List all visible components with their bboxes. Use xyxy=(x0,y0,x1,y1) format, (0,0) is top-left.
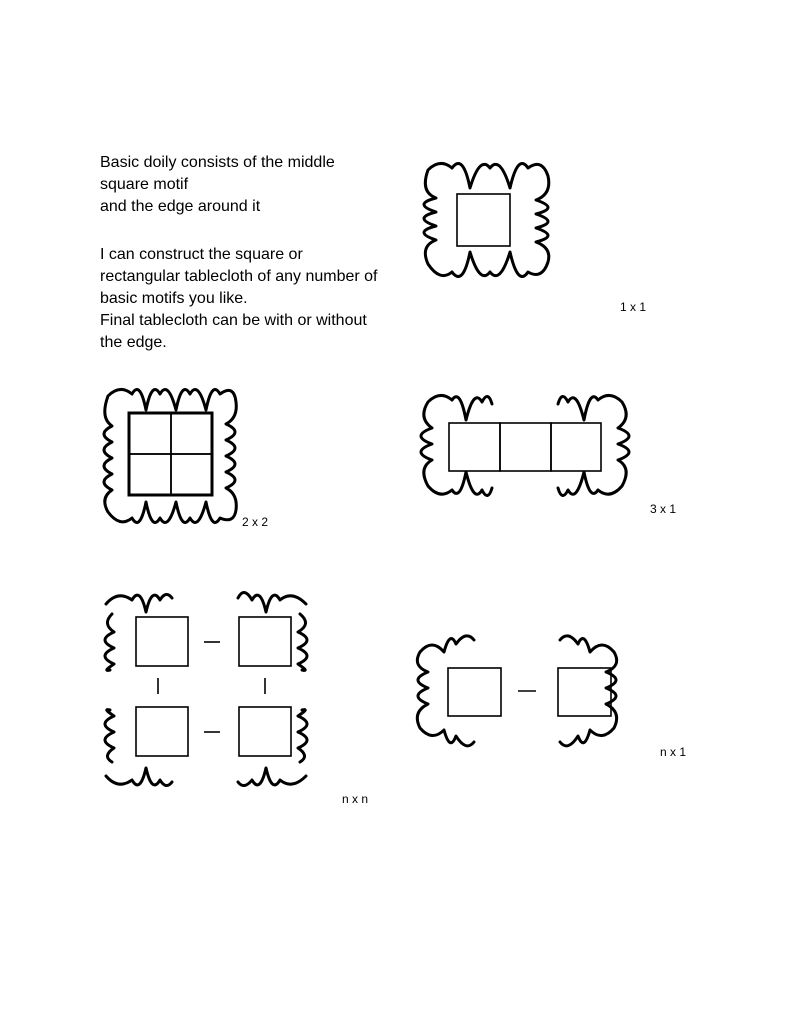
square-motif xyxy=(239,617,291,666)
doily-1x1 xyxy=(424,163,549,276)
doily-edge xyxy=(424,163,549,276)
square-motif xyxy=(129,413,171,454)
square-motif xyxy=(171,413,212,454)
caption-nxn: n x n xyxy=(342,792,369,806)
caption-1x1: 1 x 1 xyxy=(620,300,647,314)
doily-edge xyxy=(421,395,629,495)
intro-paragraph: Basic doily consists of the middle square motif and the edge around it xyxy=(100,154,335,215)
doily-nx1 xyxy=(417,636,616,746)
doily-edge-right xyxy=(560,636,617,746)
doily-edge-top-right xyxy=(238,592,307,670)
doily-edge xyxy=(104,389,236,522)
doily-edge-bottom-left xyxy=(105,710,172,786)
doily-3x1 xyxy=(421,395,629,495)
doily-nxn xyxy=(105,592,307,785)
square-motif xyxy=(551,423,601,471)
square-motif xyxy=(449,423,500,471)
square-motif xyxy=(448,668,501,716)
square-motif xyxy=(171,454,212,495)
caption-3x1: 3 x 1 xyxy=(650,502,677,516)
caption-nx1: n x 1 xyxy=(660,745,687,759)
square-motif xyxy=(129,454,171,495)
doily-edge-top-left xyxy=(105,594,172,670)
doily-edge-left xyxy=(417,636,474,746)
square-motif xyxy=(457,194,510,246)
square-motif xyxy=(239,707,291,756)
doily-edge-bottom-right xyxy=(238,710,307,786)
caption-2x2: 2 x 2 xyxy=(242,515,269,529)
square-motif xyxy=(558,668,611,716)
construction-paragraph: I can construct the square or rectangular tablecloth of any number of basic motifs you like. Final tablecloth can be with or without the edge. xyxy=(100,246,378,351)
square-motif xyxy=(500,423,551,471)
square-motif xyxy=(136,617,188,666)
doily-2x2 xyxy=(104,389,236,522)
square-motif xyxy=(136,707,188,756)
